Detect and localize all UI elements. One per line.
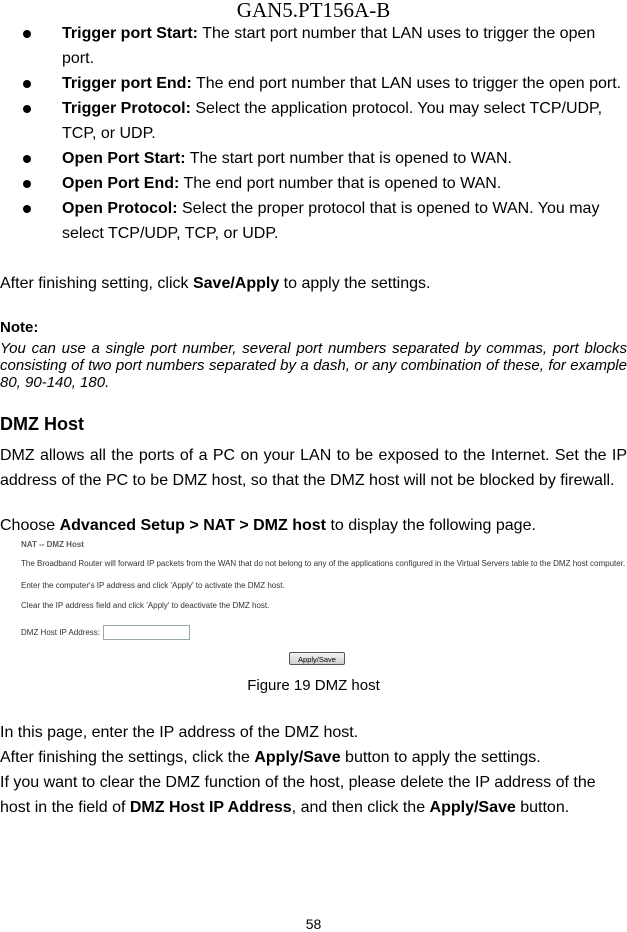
bullet-text: The start port number that is opened to WAN. (185, 150, 512, 167)
bullet-term: Open Port End: (62, 175, 180, 192)
document-header: GAN5.PT156A-B (236, 0, 391, 22)
dmz-host-ip-input[interactable] (103, 625, 190, 640)
note-title: Note: (0, 319, 39, 336)
instruction-enter-ip: In this page, enter the IP address of the DMZ host. (0, 724, 359, 741)
note-body: You can use a single port number, several port numbers separated by commas, port blocks consisting of two port numbers separated by a dash, or any combination of these, for example 80, 90-140, 180. (0, 340, 627, 391)
bullet-text: The start port number that LAN uses to trigger the open port. (62, 25, 596, 67)
instruction-clear-mid: , and then click the (291, 799, 430, 816)
section-title-dmz-host: DMZ Host (0, 414, 84, 434)
dmz-host-ip-label: DMZ Host IP Address: (21, 628, 100, 637)
bullet-text: The end port number that LAN uses to trigger the open port. (191, 75, 622, 92)
bullet-text: Select the application protocol. You may select TCP/UDP, TCP, or UDP. (62, 100, 603, 142)
bullet-dot-icon (23, 180, 31, 188)
bullet-dot-icon (23, 105, 31, 113)
after-finish-text: After finishing setting, click (0, 275, 193, 292)
choose-text: Choose (0, 517, 60, 534)
choose-text-end: to display the following page. (326, 517, 536, 534)
bullet-open-port-end (0, 171, 627, 196)
bullet-text: Select the proper protocol that is opened to WAN. You may select TCP/UDP, TCP, or UDP. (62, 200, 600, 242)
apply-save-button[interactable]: Apply/Save (289, 652, 345, 665)
bullet-dot-icon (23, 205, 31, 213)
bullet-term: Trigger port Start: (62, 25, 199, 42)
after-finish-paragraph (0, 271, 627, 296)
bullet-open-port-start (0, 146, 627, 171)
instruction-apply-text-end: button to apply the settings. (340, 749, 541, 766)
bullet-text: The end port number that is opened to WAN. (179, 175, 502, 192)
figure-caption: Figure 19 DMZ host (247, 677, 380, 694)
bullet-term: Trigger Protocol: (62, 100, 191, 117)
save-apply-term: Save/Apply (192, 275, 280, 292)
instruction-clear (0, 770, 627, 820)
after-finish-text-end: to apply the settings. (279, 275, 431, 292)
bullet-trigger-protocol (0, 96, 627, 146)
apply-save-term: Apply/Save (429, 799, 516, 816)
page-number: 58 (305, 916, 322, 932)
screenshot-activate-hint: Enter the computer's IP address and click 'Apply' to activate the DMZ host. (21, 581, 285, 590)
apply-save-term: Apply/Save (254, 749, 341, 766)
dmz-host-screenshot (18, 537, 626, 672)
instruction-clear-end: button. (515, 799, 570, 816)
menu-path: Advanced Setup > NAT > DMZ host (59, 517, 326, 534)
screenshot-page-title: NAT -- DMZ Host (21, 540, 84, 549)
bullet-trigger-port-end (0, 71, 627, 96)
screenshot-description: The Broadband Router will forward IP packets from the WAN that do not belong to any of the applications configured in the Virtual Servers table to the DMZ host computer. (21, 559, 626, 568)
screenshot-deactivate-hint: Clear the IP address field and click 'Apply' to deactivate the DMZ host. (21, 601, 270, 610)
dmz-intro-paragraph: DMZ allows all the ports of a PC on your LAN to be exposed to the Internet. Set the IP address of the PC to be DMZ host, so that the DMZ host will not be blocked by firewall. (0, 447, 627, 489)
instruction-apply-text: After finishing the settings, click the (0, 749, 255, 766)
bullet-dot-icon (23, 80, 31, 88)
bullet-term: Open Protocol: (62, 200, 178, 217)
bullet-trigger-port-start (0, 21, 627, 71)
bullet-term: Trigger port End: (62, 75, 192, 92)
bullet-open-protocol (0, 196, 627, 246)
bullet-dot-icon (23, 30, 31, 38)
choose-path-paragraph (0, 513, 627, 538)
dmz-host-ip-term: DMZ Host IP Address (129, 799, 292, 816)
parameter-bullet-list (0, 21, 627, 246)
instruction-clear-text: If you want to clear the DMZ function of the host, please delete the IP address of the host in the field of (0, 774, 596, 816)
instruction-apply (0, 745, 627, 770)
bullet-term: Open Port Start: (62, 150, 186, 167)
bullet-dot-icon (23, 155, 31, 163)
